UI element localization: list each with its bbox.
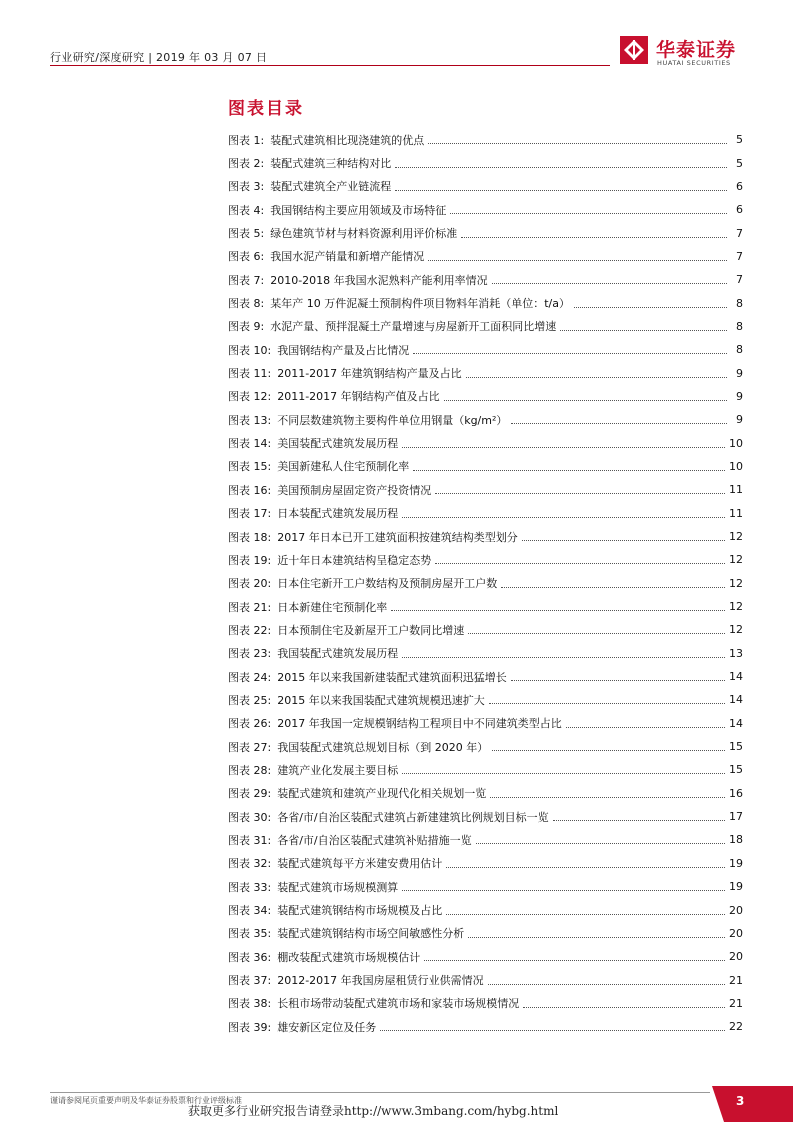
figure-toc-list: [228, 128, 743, 1038]
toc-entry-page: 10: [729, 436, 743, 450]
toc-leader-dots: [395, 190, 727, 191]
toc-leader-dots: [450, 213, 727, 214]
toc-leader-dots: [402, 657, 725, 658]
toc-entry[interactable]: [228, 875, 743, 898]
toc-entry-title: 各省/市/自治区装配式建筑占新建建筑比例规划目标一览: [277, 810, 549, 824]
toc-leader-dots: [461, 237, 727, 238]
toc-entry-page: 22: [729, 1020, 743, 1034]
toc-entry-title: 2015 年以来我国装配式建筑规模迅速扩大: [277, 693, 485, 707]
toc-entry[interactable]: [228, 245, 743, 268]
toc-entry[interactable]: [228, 1015, 743, 1038]
toc-leader-dots: [446, 914, 725, 915]
toc-leader-dots: [501, 587, 725, 588]
toc-entry[interactable]: [228, 712, 743, 735]
toc-entry-page: 7: [736, 249, 743, 263]
toc-entry[interactable]: [228, 361, 743, 384]
toc-entry-title: 我国水泥产销量和新增产能情况: [270, 250, 425, 264]
toc-entry-label: 图表 30:: [228, 810, 272, 824]
toc-entry-page: 17: [729, 810, 743, 824]
toc-leader-dots: [522, 540, 725, 541]
toc-entry-page: 15: [729, 740, 743, 754]
toc-entry-page: 14: [729, 693, 743, 707]
toc-leader-dots: [523, 1007, 725, 1008]
toc-entry-title: 装配式建筑每平方米建安费用估计: [277, 857, 443, 871]
toc-entry-title: 2011-2017 年建筑钢结构产量及占比: [277, 367, 462, 381]
toc-entry[interactable]: [228, 828, 743, 851]
toc-entry-label: 图表 15:: [228, 460, 272, 474]
logo-cn-text: 华泰证券: [656, 39, 737, 61]
toc-entry-label: 图表 22:: [228, 623, 272, 637]
toc-entry-page: 19: [729, 856, 743, 870]
toc-entry-title: 美国装配式建筑发展历程: [277, 437, 399, 451]
toc-entry-label: 图表 26:: [228, 717, 272, 731]
toc-entry-page: 14: [729, 716, 743, 730]
toc-leader-dots: [428, 143, 727, 144]
toc-entry-page: 8: [736, 319, 743, 333]
toc-entry-title: 2011-2017 年钢结构产值及占比: [277, 390, 440, 404]
toc-entry-title: 日本住宅新开工户数结构及预制房屋开工户数: [277, 577, 498, 591]
toc-entry-page: 12: [729, 530, 743, 544]
toc-entry-page: 7: [736, 226, 743, 240]
toc-entry-title: 近十年日本建筑结构呈稳定态势: [277, 553, 432, 567]
toc-entry-title: 我国钢结构主要应用领域及市场特征: [270, 203, 447, 217]
toc-entry-page: 15: [729, 763, 743, 777]
toc-entry-page: 9: [736, 389, 743, 403]
toc-entry-title: 水泥产量、预拌混凝土产量增速与房屋新开工面积同比增速: [270, 320, 557, 334]
toc-entry[interactable]: [228, 618, 743, 641]
toc-leader-dots: [574, 307, 727, 308]
toc-entry-title: 装配式建筑和建筑产业现代化相关规划一览: [277, 787, 487, 801]
toc-entry-page: 8: [736, 296, 743, 310]
toc-entry-title: 装配式建筑钢结构市场空间敏感性分析: [277, 927, 465, 941]
toc-entry-page: 12: [729, 623, 743, 637]
toc-leader-dots: [402, 890, 725, 891]
toc-entry[interactable]: [228, 642, 743, 665]
toc-leader-dots: [489, 703, 725, 704]
toc-entry[interactable]: [228, 338, 743, 361]
toc-entry-page: 9: [736, 366, 743, 380]
toc-entry-page: 18: [729, 833, 743, 847]
footer-link[interactable]: 获取更多行业研究报告请登录http://www.3mbang.com/hybg.html: [188, 1104, 559, 1118]
toc-entry-label: 图表 12:: [228, 390, 272, 404]
toc-entry[interactable]: [228, 478, 743, 501]
toc-entry-label: 图表 29:: [228, 787, 272, 801]
toc-leader-dots: [446, 867, 725, 868]
toc-entry-label: 图表 9:: [228, 320, 265, 334]
toc-entry-page: 12: [729, 553, 743, 567]
toc-entry-label: 图表 39:: [228, 1020, 272, 1034]
toc-entry-title: 日本预制住宅及新屋开工户数同比增速: [277, 623, 465, 637]
toc-entry-page: 21: [729, 996, 743, 1010]
toc-entry-label: 图表 1:: [228, 133, 265, 147]
toc-entry-label: 图表 10:: [228, 343, 272, 357]
toc-entry-label: 图表 17:: [228, 507, 272, 521]
toc-entry-label: 图表 24:: [228, 670, 272, 684]
footer-disclaimer: 谨请参阅尾页重要声明及华泰证券股票和行业评级标准: [50, 1096, 242, 1105]
toc-leader-dots: [424, 960, 725, 961]
toc-entry-page: 7: [736, 273, 743, 287]
toc-entry-label: 图表 25:: [228, 693, 272, 707]
toc-leader-dots: [553, 820, 725, 821]
toc-leader-dots: [435, 563, 725, 564]
toc-entry-title: 各省/市/自治区装配式建筑补贴措施一览: [277, 833, 472, 847]
toc-leader-dots: [492, 750, 725, 751]
toc-entry-title: 装配式建筑全产业链流程: [270, 180, 392, 194]
toc-entry-title: 雄安新区定位及任务: [277, 1020, 377, 1034]
toc-entry-label: 图表 28:: [228, 763, 272, 777]
toc-entry-title: 2017 年我国一定规模钢结构工程项目中不同建筑类型占比: [277, 717, 562, 731]
toc-entry[interactable]: [228, 898, 743, 921]
toc-heading: 图表目录: [228, 99, 304, 119]
toc-entry-page: 21: [729, 973, 743, 987]
toc-entry-label: 图表 6:: [228, 250, 265, 264]
toc-entry-label: 图表 7:: [228, 273, 265, 287]
toc-entry-page: 8: [736, 343, 743, 357]
header-text: 行业研究/深度研究 | 2019 年 03 月 07 日: [50, 51, 268, 64]
toc-entry-page: 14: [729, 670, 743, 684]
toc-leader-dots: [428, 260, 727, 261]
toc-entry-page: 6: [736, 203, 743, 217]
toc-entry-label: 图表 19:: [228, 553, 272, 567]
toc-entry-title: 日本新建住宅预制化率: [277, 600, 388, 614]
toc-entry[interactable]: [228, 525, 743, 548]
toc-entry[interactable]: [228, 128, 743, 151]
toc-entry-title: 我国钢结构产量及占比情况: [277, 343, 410, 357]
toc-entry-title: 日本装配式建筑发展历程: [277, 507, 399, 521]
toc-entry[interactable]: [228, 268, 743, 291]
page-number-badge: [712, 1086, 793, 1122]
toc-entry[interactable]: [228, 782, 743, 805]
toc-entry[interactable]: [228, 572, 743, 595]
header-divider: [50, 65, 610, 66]
toc-leader-dots: [435, 493, 725, 494]
toc-entry-title: 美国预制房屋固定资产投资情况: [277, 483, 432, 497]
toc-entry-label: 图表 20:: [228, 577, 272, 591]
toc-entry[interactable]: [228, 665, 743, 688]
toc-entry-page: 12: [729, 600, 743, 614]
toc-entry-label: 图表 23:: [228, 647, 272, 661]
toc-entry-title: 装配式建筑相比现浇建筑的优点: [270, 133, 425, 147]
toc-entry-label: 图表 31:: [228, 833, 272, 847]
toc-entry-page: 20: [729, 950, 743, 964]
logo-en-text: HUATAI SECURITIES: [657, 59, 731, 67]
toc-entry-page: 11: [729, 506, 743, 520]
toc-entry-title: 不同层数建筑物主要构件单位用钢量（kg/m²）: [277, 413, 508, 427]
toc-leader-dots: [511, 423, 727, 424]
toc-entry[interactable]: [228, 502, 743, 525]
toc-entry[interactable]: [228, 151, 743, 174]
toc-entry-title: 绿色建筑节材与材料资源利用评价标准: [270, 227, 458, 241]
toc-entry-page: 6: [736, 179, 743, 193]
toc-entry[interactable]: [228, 735, 743, 758]
toc-entry-page: 13: [729, 646, 743, 660]
toc-leader-dots: [402, 517, 725, 518]
toc-entry[interactable]: [228, 315, 743, 338]
toc-leader-dots: [413, 470, 725, 471]
toc-leader-dots: [444, 400, 727, 401]
toc-entry-page: 10: [729, 459, 743, 473]
toc-entry-page: 12: [729, 576, 743, 590]
toc-entry-title: 长租市场带动装配式建筑市场和家装市场规模情况: [277, 997, 520, 1011]
toc-leader-dots: [560, 330, 727, 331]
toc-leader-dots: [402, 773, 725, 774]
toc-entry[interactable]: [228, 198, 743, 221]
toc-entry[interactable]: [228, 805, 743, 828]
toc-entry-page: 20: [729, 926, 743, 940]
toc-entry[interactable]: [228, 385, 743, 408]
toc-entry-title: 建筑产业化发展主要目标: [277, 763, 399, 777]
toc-entry-label: 图表 3:: [228, 180, 265, 194]
toc-entry[interactable]: [228, 945, 743, 968]
toc-entry-title: 2010-2018 年我国水泥熟料产能利用率情况: [270, 273, 488, 287]
toc-leader-dots: [395, 167, 727, 168]
toc-leader-dots: [468, 937, 725, 938]
toc-leader-dots: [391, 610, 725, 611]
toc-entry[interactable]: [228, 595, 743, 618]
company-logo: [618, 34, 753, 70]
toc-leader-dots: [566, 727, 725, 728]
toc-entry-label: 图表 32:: [228, 857, 272, 871]
toc-leader-dots: [466, 377, 727, 378]
toc-entry-page: 5: [736, 156, 743, 170]
toc-entry[interactable]: [228, 758, 743, 781]
toc-entry-label: 图表 5:: [228, 227, 265, 241]
toc-entry[interactable]: [228, 431, 743, 454]
toc-entry-title: 2012-2017 年我国房屋租赁行业供需情况: [277, 974, 484, 988]
toc-entry[interactable]: [228, 548, 743, 571]
toc-entry-label: 图表 36:: [228, 950, 272, 964]
toc-entry-page: 20: [729, 903, 743, 917]
toc-entry-title: 我国装配式建筑总规划目标（到 2020 年）: [277, 740, 489, 754]
toc-entry[interactable]: [228, 291, 743, 314]
toc-entry-title: 装配式建筑市场规模测算: [277, 880, 399, 894]
toc-leader-dots: [413, 353, 727, 354]
toc-entry-label: 图表 2:: [228, 157, 265, 171]
toc-entry[interactable]: [228, 992, 743, 1015]
page-number: 3: [736, 1094, 745, 1108]
toc-entry-title: 装配式建筑三种结构对比: [270, 157, 392, 171]
toc-entry-label: 图表 18:: [228, 530, 272, 544]
toc-entry-label: 图表 11:: [228, 367, 272, 381]
toc-entry-label: 图表 34:: [228, 904, 272, 918]
toc-entry-title: 某年产 10 万件泥凝土预制构件项目物料年消耗（单位：t/a）: [270, 297, 570, 311]
toc-entry-label: 图表 27:: [228, 740, 272, 754]
toc-leader-dots: [476, 843, 725, 844]
toc-entry-title: 美国新建私人住宅预制化率: [277, 460, 410, 474]
toc-entry-page: 19: [729, 880, 743, 894]
toc-entry-page: 16: [729, 786, 743, 800]
toc-entry-label: 图表 14:: [228, 437, 272, 451]
toc-entry-label: 图表 8:: [228, 297, 265, 311]
toc-entry-page: 5: [736, 133, 743, 147]
toc-leader-dots: [488, 984, 725, 985]
toc-leader-dots: [468, 633, 725, 634]
toc-entry-label: 图表 16:: [228, 483, 272, 497]
toc-entry[interactable]: [228, 408, 743, 431]
toc-leader-dots: [492, 283, 727, 284]
toc-entry-title: 我国装配式建筑发展历程: [277, 647, 399, 661]
toc-entry-title: 装配式建筑钢结构市场规模及占比: [277, 904, 443, 918]
toc-entry[interactable]: [228, 852, 743, 875]
toc-entry-label: 图表 38:: [228, 997, 272, 1011]
toc-entry[interactable]: [228, 175, 743, 198]
toc-entry[interactable]: [228, 968, 743, 991]
toc-entry-label: 图表 33:: [228, 880, 272, 894]
toc-leader-dots: [511, 680, 725, 681]
huatai-logo-icon: [618, 34, 650, 66]
footer-divider: [50, 1092, 710, 1093]
toc-entry[interactable]: [228, 922, 743, 945]
toc-leader-dots: [490, 797, 725, 798]
toc-leader-dots: [380, 1030, 725, 1031]
toc-entry[interactable]: [228, 455, 743, 478]
toc-entry-title: 2017 年日本已开工建筑面积按建筑结构类型划分: [277, 530, 518, 544]
toc-entry-label: 图表 37:: [228, 974, 272, 988]
toc-entry[interactable]: [228, 221, 743, 244]
toc-entry-page: 9: [736, 413, 743, 427]
toc-entry-title: 棚改装配式建筑市场规模估计: [277, 950, 421, 964]
toc-entry-label: 图表 35:: [228, 927, 272, 941]
toc-entry-label: 图表 13:: [228, 413, 272, 427]
toc-entry-title: 2015 年以来我国新建装配式建筑面积迅猛增长: [277, 670, 507, 684]
toc-leader-dots: [402, 447, 725, 448]
toc-entry-label: 图表 4:: [228, 203, 265, 217]
toc-entry[interactable]: [228, 688, 743, 711]
toc-entry-page: 11: [729, 483, 743, 497]
toc-entry-label: 图表 21:: [228, 600, 272, 614]
